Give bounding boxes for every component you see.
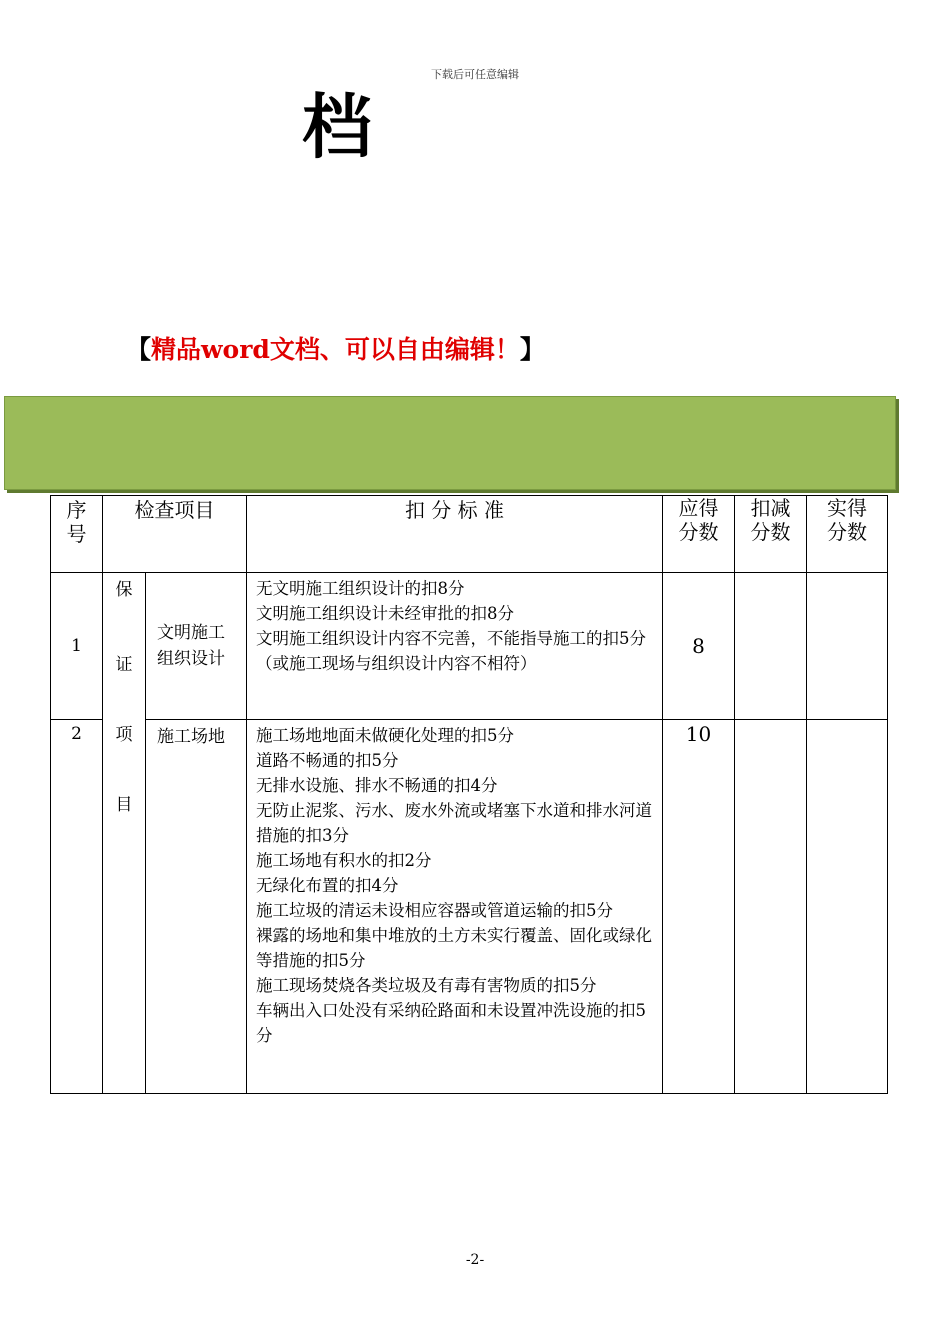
group-char: 保 (115, 580, 133, 600)
table-row (51, 573, 888, 720)
row-deducted-score (735, 720, 807, 1094)
criteria-line: 道路不畅通的扣5分 (256, 751, 399, 770)
header-seq: 序号 (66, 498, 87, 546)
group-label-cell (103, 573, 146, 1094)
row-actual-score (807, 720, 888, 1094)
row-item: 文明施工组织设计 (157, 623, 225, 669)
criteria-line: 施工场地地面未做硬化处理的扣5分 (256, 726, 514, 745)
criteria-line: 车辆出入口处没有采纳砼路面和未设置冲洗设施的扣5分 (256, 1001, 646, 1045)
promo-banner (126, 330, 545, 366)
green-banner (4, 396, 896, 490)
criteria-line: 无排水设施、排水不畅通的扣4分 (256, 776, 498, 795)
row-actual-score (807, 573, 888, 720)
page-number: -2- (465, 1252, 485, 1268)
criteria-line: 文明施工组织设计内容不完善，不能指导施工的扣5分（或施工现场与组织设计内容不相符） (256, 629, 646, 673)
row-due-score: 10 (685, 722, 712, 746)
row-criteria (247, 573, 663, 720)
heading-fragment: 档 (302, 86, 372, 168)
criteria-line: 裸露的场地和集中堆放的土方未实行覆盖、固化或绿化等措施的扣5分 (256, 926, 652, 970)
header-due-score: 应得分数 (678, 496, 719, 544)
header-note: 下载后可任意编辑 (431, 68, 519, 81)
group-char: 目 (115, 795, 133, 815)
group-char: 项 (115, 725, 133, 745)
inspection-table (50, 495, 888, 1094)
header-criteria: 扣 分 标 准 (404, 498, 505, 522)
promo-text: 精品word文档、可以自由编辑！ (151, 335, 520, 364)
promo-close-bracket: 】 (519, 335, 545, 364)
row-item: 施工场地 (157, 727, 225, 747)
criteria-line: 文明施工组织设计未经审批的扣8分 (256, 604, 514, 623)
header-item: 检查项目 (134, 498, 215, 522)
row-criteria (247, 720, 663, 1094)
criteria-line: 施工垃圾的清运未设相应容器或管道运输的扣5分 (256, 901, 613, 920)
promo-open-bracket: 【 (126, 335, 152, 364)
row-seq: 1 (71, 636, 82, 656)
header-deducted-score: 扣减分数 (750, 496, 791, 544)
criteria-line: 无文明施工组织设计的扣8分 (256, 579, 465, 598)
table-header-row (51, 496, 888, 573)
table-row (51, 720, 888, 1094)
criteria-line: 施工场地有积水的扣2分 (256, 851, 432, 870)
criteria-line: 施工现场焚烧各类垃圾及有毒有害物质的扣5分 (256, 976, 597, 995)
criteria-line: 无防止泥浆、污水、废水外流或堵塞下水道和排水河道措施的扣3分 (256, 801, 652, 845)
group-char: 证 (115, 655, 133, 675)
row-seq: 2 (71, 724, 82, 744)
row-due-score: 8 (692, 634, 705, 658)
criteria-line: 无绿化布置的扣4分 (256, 876, 399, 895)
header-actual-score: 实得分数 (827, 496, 867, 544)
row-deducted-score (735, 573, 807, 720)
